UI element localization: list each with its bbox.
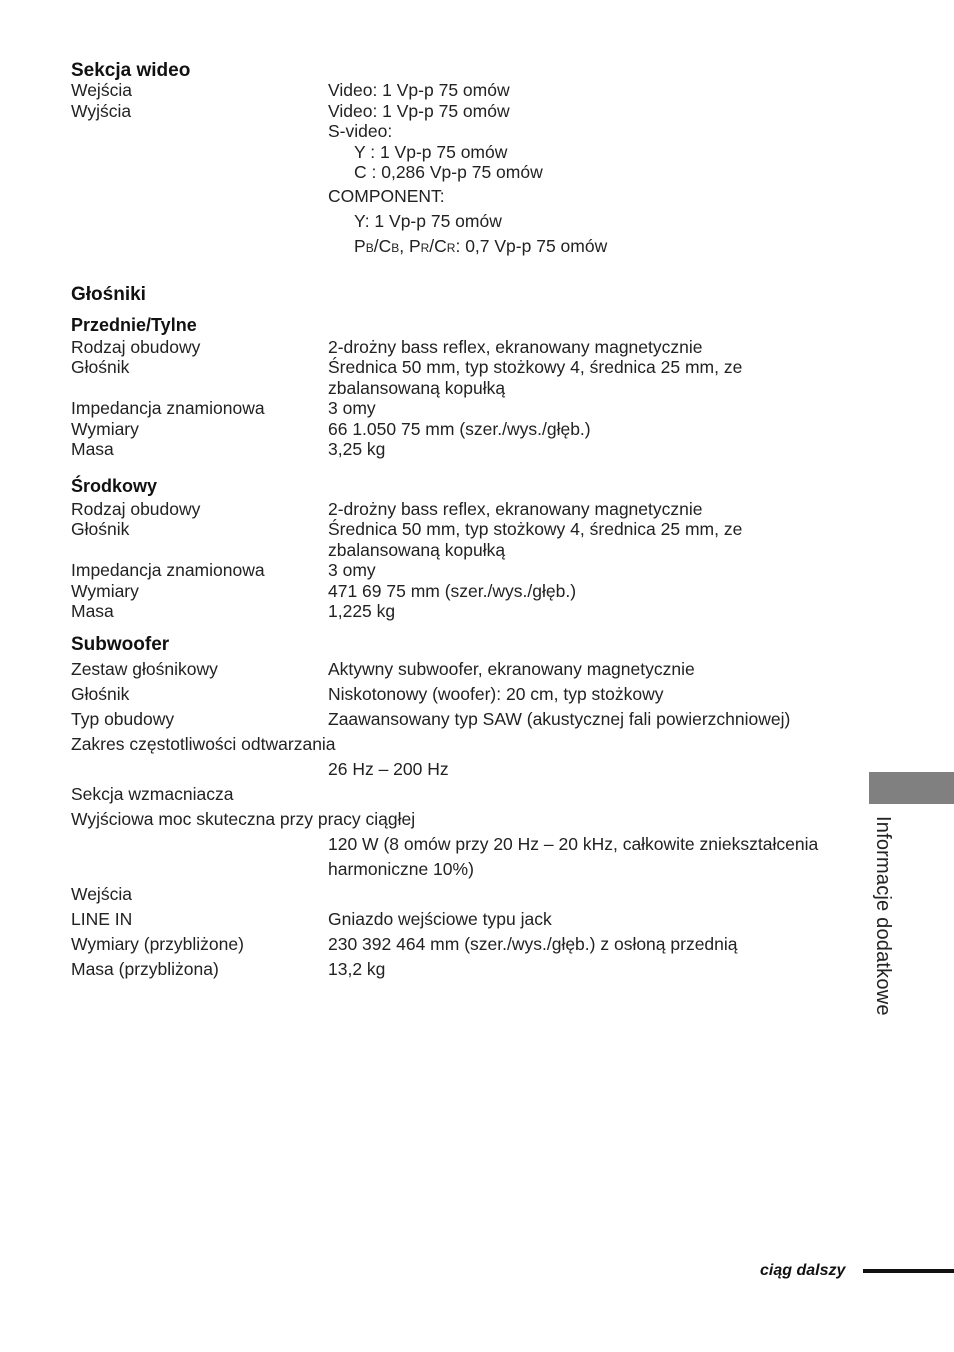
spec-label: Rodzaj obudowy <box>71 337 201 357</box>
spec-label: Sekcja wzmacniacza <box>71 784 234 804</box>
spec-value: Y : 1 Vp-p 75 omów <box>354 142 508 162</box>
spec-value: S-video: <box>328 121 393 141</box>
spec-value: 1,225 kg <box>328 601 396 621</box>
spec-label: Wejścia <box>71 884 132 904</box>
text-fragment: : 0,7 Vp-p 75 omów <box>455 236 608 256</box>
spec-value: 3 omy <box>328 398 376 418</box>
spec-label: Rodzaj obudowy <box>71 499 201 519</box>
spec-value: 471 69 75 mm (szer./wys./głęb.) <box>328 581 577 601</box>
spec-value: C : 0,286 Vp-p 75 omów <box>354 162 543 182</box>
subscript-text: R <box>420 241 430 255</box>
spec-label: Głośnik <box>71 684 130 704</box>
spec-value: zbalansowaną kopułką <box>328 540 506 560</box>
spec-label: LINE IN <box>71 909 133 929</box>
subsection-heading-front: Przednie/Tylne <box>71 315 197 335</box>
spec-value: 2-drożny bass reflex, ekranowany magnetycznie <box>328 337 703 357</box>
spec-value: COMPONENT: <box>328 186 445 206</box>
subscript-text: B <box>391 241 400 255</box>
spec-value: zbalansowaną kopułką <box>328 378 506 398</box>
text-fragment: /C <box>429 236 447 256</box>
section-heading-video: Sekcja wideo <box>71 60 191 81</box>
spec-value: 3 omy <box>328 560 376 580</box>
spec-label: Zakres częstotliwości odtwarzania <box>71 734 336 754</box>
subscript-text: R <box>446 241 456 255</box>
side-tab-label: Informacje dodatkowe <box>872 816 894 1016</box>
spec-value: harmoniczne 10%) <box>328 859 474 879</box>
spec-label: Wejścia <box>71 80 132 100</box>
spec-label: Wyjściowa moc skuteczna przy pracy ciągłej <box>71 809 416 829</box>
spec-value: Video: 1 Vp-p 75 omów <box>328 101 510 121</box>
spec-value: 3,25 kg <box>328 439 386 459</box>
spec-value: Gniazdo wejściowe typu jack <box>328 909 552 929</box>
spec-value: Aktywny subwoofer, ekranowany magnetycznie <box>328 659 695 679</box>
spec-label: Wymiary <box>71 581 139 601</box>
spec-value: 120 W (8 omów przy 20 Hz – 20 kHz, całkowite zniekształcenia <box>328 834 819 854</box>
spec-label: Impedancja znamionowa <box>71 560 265 580</box>
spec-label: Wymiary (przybliżone) <box>71 934 244 954</box>
text-fragment: , P <box>399 236 421 256</box>
spec-label: Impedancja znamionowa <box>71 398 265 418</box>
spec-value: Średnica 50 mm, typ stożkowy 4, średnica 25 mm, ze <box>328 519 743 539</box>
spec-value: Niskotonowy (woofer): 20 cm, typ stożkowy <box>328 684 664 704</box>
spec-value: 26 Hz – 200 Hz <box>328 759 449 779</box>
continued-bar <box>863 1269 954 1273</box>
subsection-heading-center: Środkowy <box>71 476 158 496</box>
spec-label: Masa <box>71 439 114 459</box>
spec-value: Y: 1 Vp-p 75 omów <box>354 211 502 231</box>
spec-label: Wyjścia <box>71 101 132 121</box>
spec-value: 13,2 kg <box>328 959 386 979</box>
spec-value: Średnica 50 mm, typ stożkowy 4, średnica 25 mm, ze <box>328 357 743 377</box>
spec-value: Zaawansowany typ SAW (akustycznej fali powierzchniowej) <box>328 709 791 729</box>
subscript-text: B <box>365 241 374 255</box>
spec-label: Masa <box>71 601 114 621</box>
text-fragment: /C <box>373 236 392 256</box>
spec-label: Wymiary <box>71 419 139 439</box>
spec-value: 230 392 464 mm (szer./wys./głęb.) z osłoną przednią <box>328 934 738 954</box>
spec-value: 66 1.050 75 mm (szer./wys./głęb.) <box>328 419 591 439</box>
section-heading-speakers: Głośniki <box>71 284 146 305</box>
spec-label: Typ obudowy <box>71 709 175 729</box>
spec-value: 2-drożny bass reflex, ekranowany magnetycznie <box>328 499 703 519</box>
side-tab-marker <box>869 772 954 804</box>
spec-value-pbpr <box>354 238 607 256</box>
spec-label: Głośnik <box>71 357 130 377</box>
section-heading-subwoofer: Subwoofer <box>71 634 170 655</box>
text-fragment: P <box>354 236 366 256</box>
continued-label: ciąg dalszy <box>760 1262 846 1279</box>
spec-value: Video: 1 Vp-p 75 omów <box>328 80 510 100</box>
spec-label: Zestaw głośnikowy <box>71 659 218 679</box>
spec-label: Głośnik <box>71 519 130 539</box>
spec-label: Masa (przybliżona) <box>71 959 219 979</box>
